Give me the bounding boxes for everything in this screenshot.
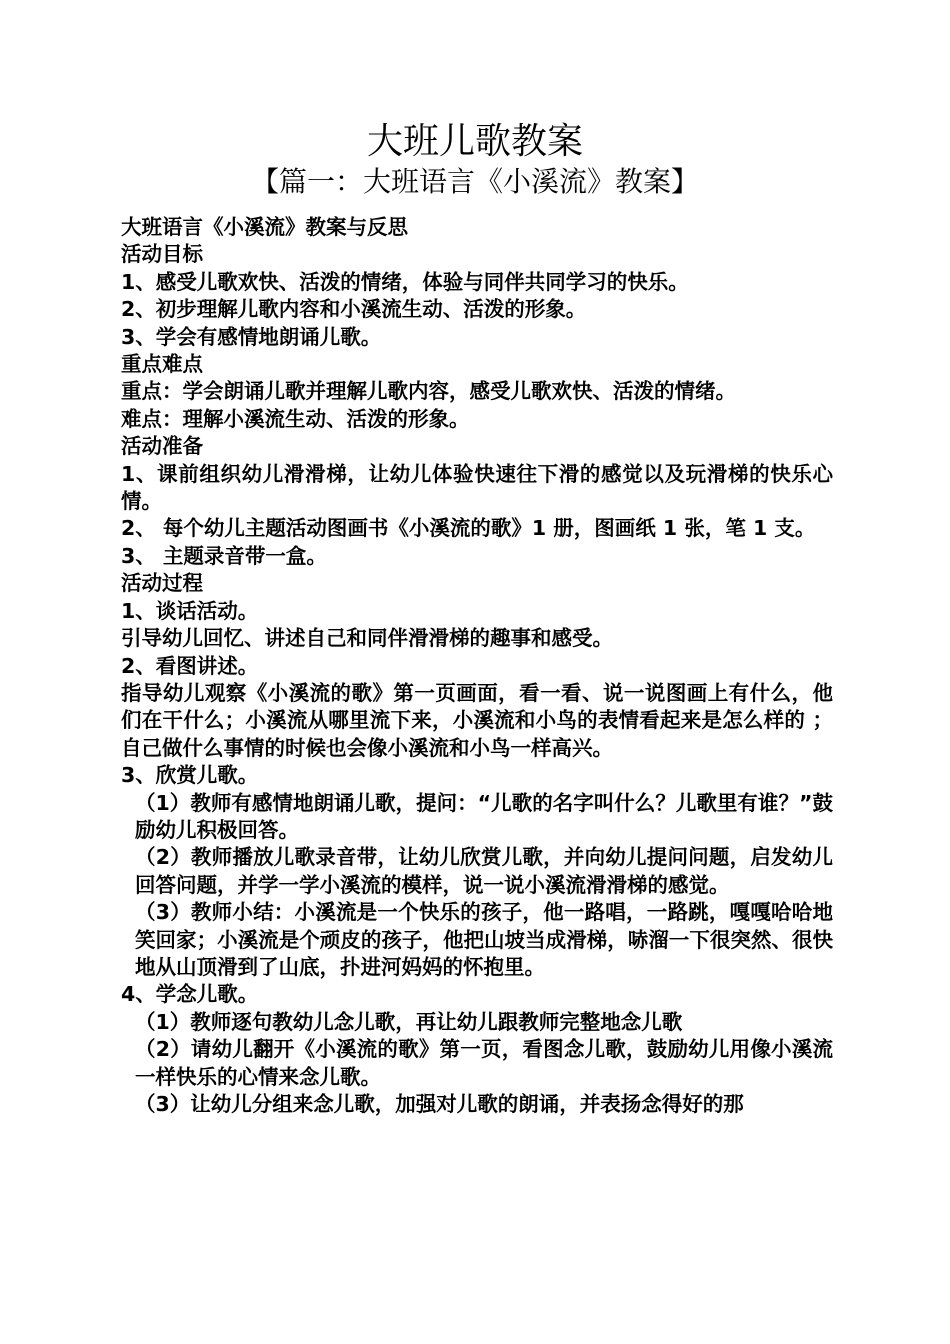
paragraph: （3）让幼儿分组来念儿歌，加强对儿歌的朗诵，并表扬念得好的那 xyxy=(135,1092,744,1116)
paragraph: （2）请幼儿翻开《小溪流的歌》第一页，看图念儿歌，鼓励幼儿用像小溪流一样快乐的心情来念儿歌。 xyxy=(135,1037,833,1089)
paragraph: 3、学会有感情地朗诵儿歌。 xyxy=(121,324,382,349)
paragraph: 指导幼儿观察《小溪流的歌》第一页画面，看一看、说一说图画上有什么，他们在干什么；小溪流从哪里流下来，小溪流和小鸟的表情看起来是怎么样的 ；自己做什么事情的时候也会像小溪流和小鸟一样高兴。 xyxy=(121,680,833,760)
paragraph: 3、 主题录音带一盒。 xyxy=(121,543,327,568)
paragraph: （1）教师有感情地朗诵儿歌，提问：“儿歌的名字叫什么？儿歌里有谁？”鼓励幼儿积极回答。 xyxy=(135,790,833,842)
section-heading: 大班语言《小溪流》教案与反思 xyxy=(121,215,408,239)
paragraph: 1、感受儿歌欢快、活泼的情绪，体验与同伴共同学习的快乐。 xyxy=(121,269,689,294)
section-heading: 活动过程 xyxy=(121,571,203,596)
paragraph: 引导幼儿回忆、讲述自己和同伴滑滑梯的趣事和感受。 xyxy=(121,626,613,651)
document-subtitle: 【篇一：大班语言《小溪流》教案】 xyxy=(250,165,699,198)
paragraph: （3）教师小结：小溪流是一个快乐的孩子，他一路唱，一路跳，嘎嘎哈哈地笑回家；小溪流是个顽皮的孩子，他把山坡当成滑梯，哧溜一下很突然、很快地从山顶滑到了山底，扑进河妈妈的怀抱里。 xyxy=(135,900,833,979)
document-body xyxy=(117,214,833,1118)
paragraph: （1）教师逐句教幼儿念儿歌，再让幼儿跟教师完整地念儿歌 xyxy=(135,1009,683,1034)
paragraph: 3、欣赏儿歌。 xyxy=(121,763,259,788)
paragraph: 2、初步理解儿歌内容和小溪流生动、活泼的形象。 xyxy=(121,297,587,322)
paragraph: 2、 每个幼儿主题活动图画书《小溪流的歌》1 册，图画纸 1 张，笔 1 支。 xyxy=(121,516,816,541)
paragraph: 1、课前组织幼儿滑滑梯，让幼儿体验快速往下滑的感觉以及玩滑梯的快乐心情。 xyxy=(121,461,833,514)
paragraph: 4、学念儿歌。 xyxy=(121,982,259,1007)
section-heading: 活动目标 xyxy=(121,242,203,267)
document-title: 大班儿歌教案 xyxy=(366,121,583,162)
paragraph: 2、看图讲述。 xyxy=(121,653,259,678)
paragraph: 重点：学会朗诵儿歌并理解儿歌内容，感受儿歌欢快、活泼的情绪。 xyxy=(121,379,736,404)
section-heading: 活动准备 xyxy=(121,434,203,459)
paragraph: 难点：理解小溪流生动、活泼的形象。 xyxy=(121,406,470,431)
paragraph: （2）教师播放儿歌录音带，让幼儿欣赏儿歌，并向幼儿提问问题，启发幼儿回答问题，并学一学小溪流的模样，说一说小溪流滑滑梯的感觉。 xyxy=(135,845,833,897)
paragraph: 1、谈话活动。 xyxy=(121,598,259,623)
section-heading: 重点难点 xyxy=(121,352,203,377)
